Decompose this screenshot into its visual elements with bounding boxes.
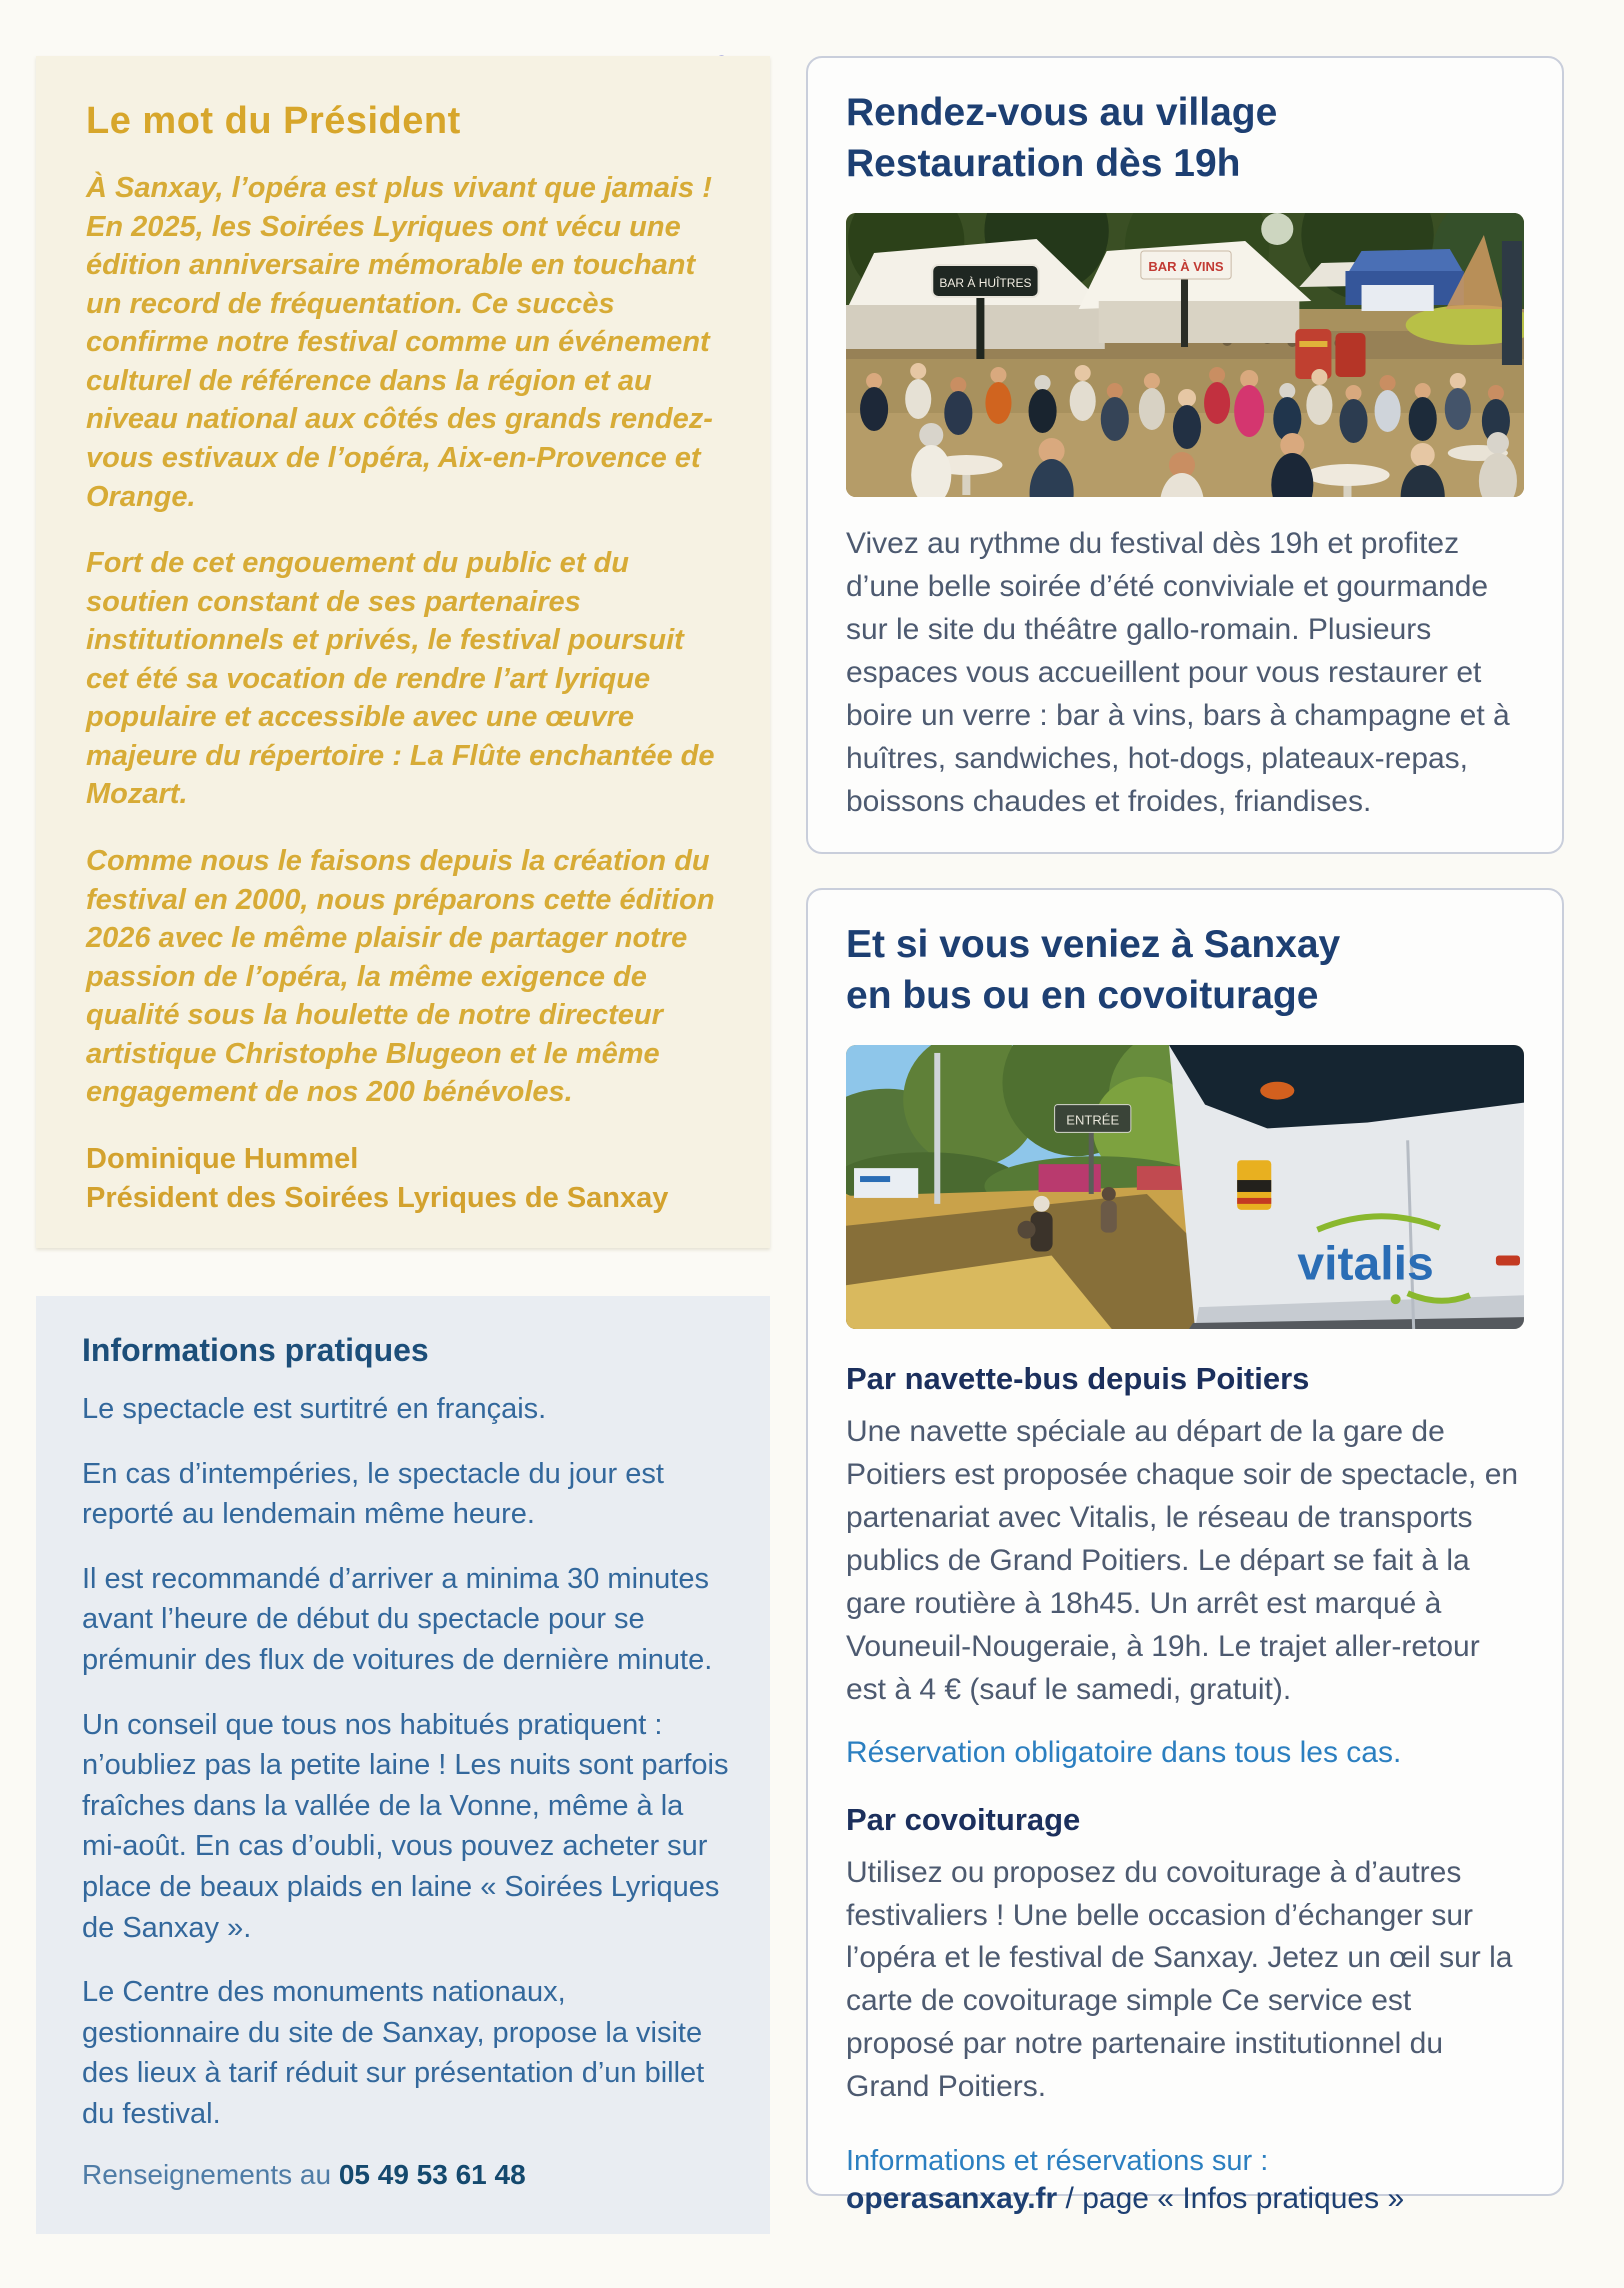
practical-info-paragraph: Le spectacle est surtitré en français. xyxy=(82,1393,547,1425)
bus xyxy=(1169,1045,1524,1329)
svg-text:BAR À VINS: BAR À VINS xyxy=(1148,259,1224,275)
practical-info-panel xyxy=(36,1296,770,2234)
festival-crowd-photo xyxy=(846,213,1524,497)
shuttle-bus-illustration xyxy=(846,1045,1524,1329)
president-title: Le mot du Président xyxy=(86,100,461,142)
signature xyxy=(86,1140,726,1218)
practical-info-paragraph: En cas d’intempéries, le spectacle du jour est reporté au lendemain même heure. xyxy=(82,1457,664,1531)
shuttle-heading: Par navette-bus depuis Poitiers xyxy=(846,1361,1310,1397)
bus-reflector xyxy=(1496,1256,1520,1266)
president-paragraph: Fort de cet engouement du public et du soutien constant de ses partenaires institutionnels et privés, le festival poursuit cet été sa vocation de rendre l’art lyrique populaire et accessible avec une œuvre majeure du répertoire : La Flûte enchantée de Mozart. xyxy=(86,547,715,811)
president-paragraph: À Sanxay, l’opéra est plus vivant que jamais ! En 2025, les Soirées Lyriques ont vécu une édition anniversaire mémorable en touchant un record de fréquentation. Ce succès confirme notre festival comme un événement culturel de référence dans la région et au niveau national aux côtés des grands rendez-vous estivaux de l’opéra, Aix-en-Provence et Orange. xyxy=(86,172,713,513)
phone-number: 05 49 53 61 48 xyxy=(338,2158,526,2190)
signature-role: Président des Soirées Lyriques de Sanxay xyxy=(86,1182,669,1215)
blue-tent xyxy=(1345,249,1463,311)
practical-info-paragraph: Il est recommandé d’arriver a minima 30 minutes avant l’heure de début du spectacle pour se prémunir des flux de voitures de dernière minute. xyxy=(82,1562,713,1676)
village-title-line1: Rendez-vous au village xyxy=(846,91,1278,134)
pole xyxy=(934,1053,940,1204)
vertical-banner xyxy=(1502,241,1522,365)
signature-name: Dominique Hummel xyxy=(86,1142,359,1175)
president-paragraph: Comme nous le faisons depuis la création du festival en 2000, nous préparons cette édition 2026 avec le même plaisir de partager notre passion de l’opéra, la même exigence de qualité sous la houlette de notre directeur artistique Christophe Blugeon et le même engagement de nos 200 bénévoles. xyxy=(86,845,715,1109)
reservation-info-line: Informations et réservations sur : xyxy=(846,2144,1269,2177)
transport-title-line2: en bus ou en covoiturage xyxy=(846,973,1319,1017)
bus-marker-light xyxy=(1260,1082,1294,1100)
contact-line xyxy=(82,2159,730,2191)
shuttle-body: Une navette spéciale au départ de la gare de Poitiers est proposée chaque soir de spectacle, en partenariat avec Vitalis, le réseau de transports publics de Grand Poitiers. Le départ se fait à la gare routière à 18h45. Un arrêt est marqué à Vouneuil-Nougeraie, à 19h. Le trajet aller-retour est à 4 € (sauf le samedi, gratuit). xyxy=(846,1415,1519,1706)
website-url: operasanxay.fr xyxy=(846,2181,1058,2215)
village-title-line2: Restauration dès 19h xyxy=(846,141,1241,185)
carpool-body: Utilisez ou proposez du covoiturage à d’autres festivaliers ! Une belle occasion d’échanger sur l’opéra et le festival de Sanxay. Jetez un œil sur la carte de covoiturage simple Ce service est proposé par notre partenaire institutionnel du Grand Poitiers. xyxy=(846,1855,1513,2104)
transport-card xyxy=(806,888,1564,2215)
president-panel xyxy=(36,56,770,1248)
bus-sticker xyxy=(1237,1161,1271,1211)
village-body: Vivez au rythme du festival dès 19h et profitez d’une belle soirée d’été conviviale et gourmande sur le site du théâtre gallo-romain. Plusieurs espaces vous accueillent pour vous restaurer et boire un verre : bar à vins, bars à champagne et à huîtres, sandwiches, hot-dogs, plateaux-repas, boissons chaudes et froides, friandises. xyxy=(846,527,1510,818)
practical-info-paragraph: Le Centre des monuments nationaux, gestionnaire du site de Sanxay, propose la visite des lieux à tarif réduit sur présentation d’un billet du festival. xyxy=(82,1976,705,2130)
village-card xyxy=(806,56,1564,854)
shuttle-note: Réservation obligatoire dans tous les cas. xyxy=(846,1735,1402,1769)
carpool-heading: Par covoiturage xyxy=(846,1801,1081,1837)
festival-crowd-illustration xyxy=(846,213,1524,497)
shuttle-bus-photo xyxy=(846,1045,1524,1329)
practical-info-paragraph: Un conseil que tous nos habitués pratiquent : n’oubliez pas la petite laine ! Les nuits sont parfois fraîches dans la vallée de la Vonne, même à la mi-août. En cas d’oubli, vous pouvez acheter sur place de beaux plaids en laine « Soirées Lyriques de Sanxay ». xyxy=(82,1708,729,1944)
contact-prefix: Renseignements au xyxy=(82,2158,339,2190)
svg-text:BAR À HUÎTRES: BAR À HUÎTRES xyxy=(939,276,1032,291)
website-line xyxy=(846,2182,1524,2216)
transport-title xyxy=(846,920,1524,1021)
practical-info-title: Informations pratiques xyxy=(82,1332,429,1368)
transport-title-line1: Et si vous veniez à Sanxay xyxy=(846,923,1341,966)
red-barrels xyxy=(1295,329,1365,379)
svg-text:vitalis: vitalis xyxy=(1297,1237,1434,1291)
svg-text:ENTRÉE: ENTRÉE xyxy=(1066,1112,1120,1128)
website-suffix: / page « Infos pratiques » xyxy=(1057,2181,1405,2215)
village-title xyxy=(846,88,1524,189)
